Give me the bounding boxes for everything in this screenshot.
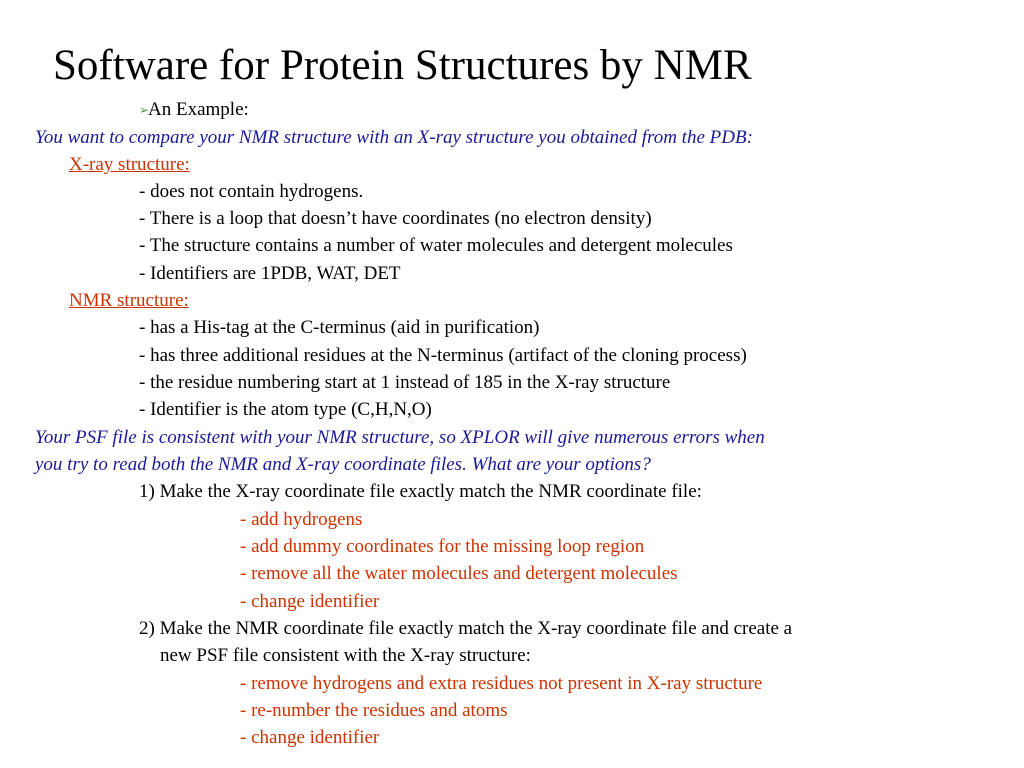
option2-step: - change identifier bbox=[240, 727, 380, 748]
example-label: An Example: bbox=[148, 99, 249, 120]
option1-step: - change identifier bbox=[240, 591, 380, 612]
example-line bbox=[139, 98, 249, 122]
arrow-bullet-icon: ➢ bbox=[139, 103, 150, 117]
problem-line-2: you try to read both the NMR and X-ray coordinate files. What are your options? bbox=[35, 454, 651, 475]
option1-step: - remove all the water molecules and detergent molecules bbox=[240, 563, 678, 584]
option2-line-2: new PSF file consistent with the X-ray structure: bbox=[160, 645, 531, 666]
nmr-item: - Identifier is the atom type (C,H,N,O) bbox=[139, 399, 432, 420]
option1-text: 1) Make the X-ray coordinate file exactly match the NMR coordinate file: bbox=[139, 481, 702, 502]
option1-step: - add dummy coordinates for the missing loop region bbox=[240, 536, 645, 557]
scenario-text: You want to compare your NMR structure with an X-ray structure you obtained from the PDB: bbox=[35, 127, 753, 148]
slide-title: Software for Protein Structures by NMR bbox=[53, 42, 752, 89]
nmr-item: - the residue numbering start at 1 instead of 185 in the X-ray structure bbox=[139, 372, 671, 393]
xray-item: - does not contain hydrogens. bbox=[139, 181, 364, 202]
xray-item: - Identifiers are 1PDB, WAT, DET bbox=[139, 263, 401, 284]
xray-heading: X-ray structure: bbox=[69, 154, 190, 175]
option2-line-1: 2) Make the NMR coordinate file exactly match the X-ray coordinate file and create a bbox=[139, 618, 793, 639]
nmr-item: - has a His-tag at the C-terminus (aid in purification) bbox=[139, 317, 540, 338]
option2-step: - re-number the residues and atoms bbox=[240, 700, 508, 721]
nmr-item: - has three additional residues at the N-terminus (artifact of the cloning process) bbox=[139, 345, 747, 366]
problem-line-1: Your PSF file is consistent with your NMR structure, so XPLOR will give numerous errors when bbox=[35, 427, 765, 448]
xray-item: - There is a loop that doesn’t have coordinates (no electron density) bbox=[139, 208, 652, 229]
xray-item: - The structure contains a number of water molecules and detergent molecules bbox=[139, 235, 733, 256]
option1-step: - add hydrogens bbox=[240, 509, 363, 530]
nmr-heading: NMR structure: bbox=[69, 290, 189, 311]
option2-step: - remove hydrogens and extra residues not present in X-ray structure bbox=[240, 673, 763, 694]
